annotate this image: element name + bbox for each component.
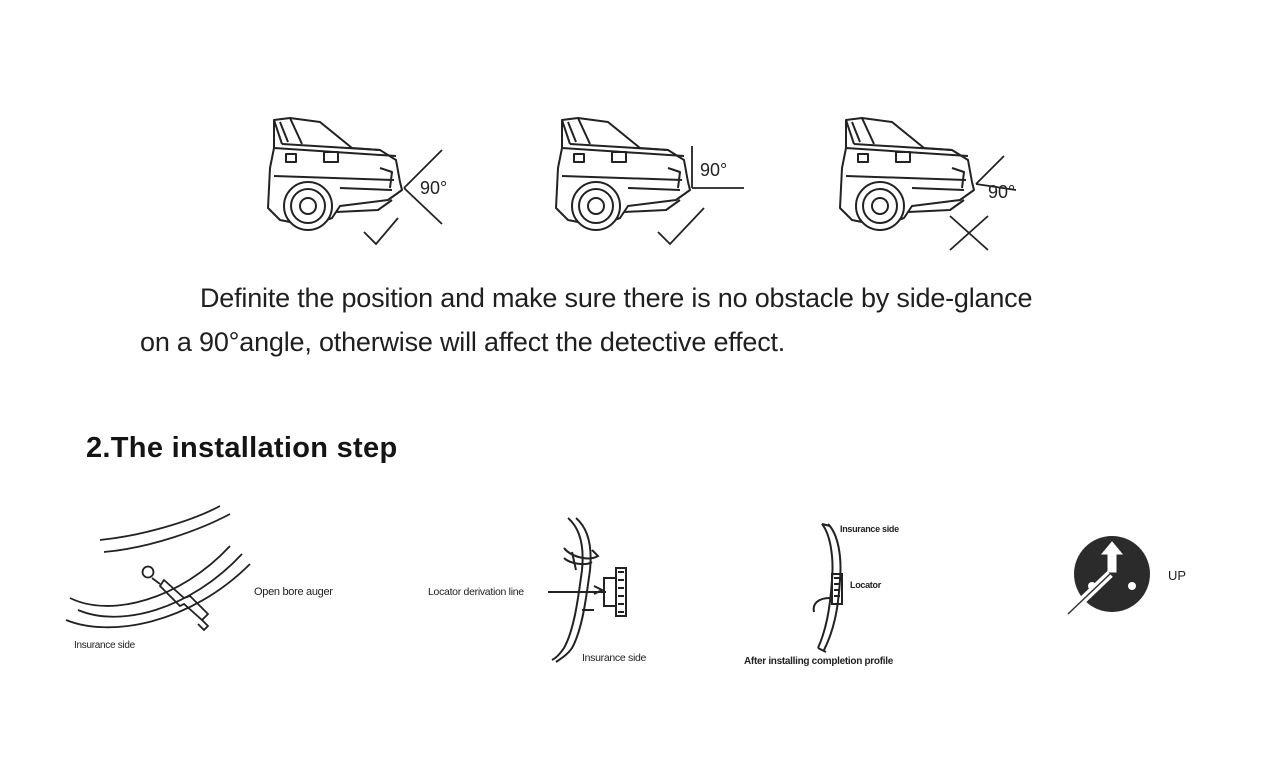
label-locator-derivation-line: Locator derivation line [428, 586, 524, 598]
instruction-paragraph [140, 276, 1200, 364]
car-rear-drawing-incorrect [832, 108, 1042, 258]
angle-label-1: 90° [420, 178, 448, 198]
profile-cross-section-drawing [808, 520, 888, 660]
label-locator: Locator [850, 580, 881, 590]
label-up: UP [1168, 568, 1187, 583]
instruction-line-2: on a 90°angle, otherwise will affect the detective effect. [140, 327, 786, 357]
car-rear-drawing-correct-1 [260, 108, 470, 258]
step-3-completion-profile [740, 516, 960, 676]
label-open-bore-auger: Open bore auger [254, 586, 333, 598]
angle-label-2: 90° [700, 160, 728, 180]
car-rear-drawing-correct-2 [548, 108, 758, 258]
label-insurance-side-3: Insurance side [840, 524, 899, 534]
car-figure-1 [260, 108, 470, 258]
bumper-drilling-drawing [60, 500, 260, 640]
step-4-up-orientation [1060, 528, 1220, 628]
step-1-drilling [60, 500, 380, 670]
step-2-locator-derivation [428, 510, 688, 670]
sensor-up-arrow-icon [1060, 528, 1170, 628]
car-figure-2 [548, 108, 758, 258]
angle-label-3: 90° [988, 182, 1016, 202]
car-figure-3 [832, 108, 1042, 258]
label-after-install-profile: After installing completion profile [744, 656, 893, 667]
label-insurance-side-2: Insurance side [582, 652, 647, 664]
label-insurance-side-1: Insurance side [74, 640, 135, 651]
instruction-line-1: Definite the position and make sure there is no obstacle by side-glance [200, 283, 1033, 313]
locator-cross-section-drawing [548, 510, 668, 670]
section-heading: 2.The installation step [86, 432, 398, 464]
